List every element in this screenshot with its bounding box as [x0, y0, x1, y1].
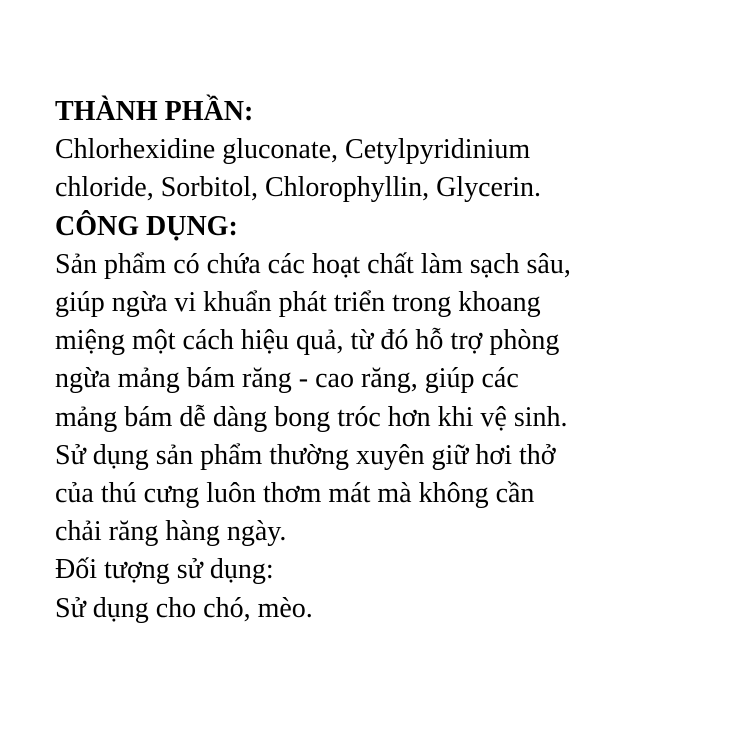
usage-line: miệng một cách hiệu quả, từ đó hỗ trợ phòng — [55, 325, 560, 357]
ingredients-heading: THÀNH PHẦN: — [55, 96, 254, 127]
usage-line: Sử dụng sản phẩm thường xuyên giữ hơi thở — [55, 439, 556, 471]
usage-line: của thú cưng luôn thơm mát mà không cần — [55, 478, 535, 510]
ingredients-line: Chlorhexidine gluconate, Cetylpyridinium — [55, 134, 531, 166]
usage-line: giúp ngừa vi khuẩn phát triển trong khoang — [55, 287, 541, 319]
usage-line: Sản phẩm có chứa các hoạt chất làm sạch sâu, — [55, 248, 571, 280]
usage-heading: CÔNG DỤNG: — [55, 210, 238, 242]
usage-line: ngừa mảng bám răng - cao răng, giúp các — [55, 363, 519, 395]
target-label: Đối tượng sử dụng: — [55, 554, 274, 586]
target-value: Sử dụng cho chó, mèo. — [55, 592, 313, 624]
usage-line: mảng bám dễ dàng bong tróc hơn khi vệ sinh. — [55, 401, 568, 433]
product-description — [55, 93, 725, 628]
ingredients-line: chloride, Sorbitol, Chlorophyllin, Glycerin. — [55, 172, 542, 204]
usage-line: chải răng hàng ngày. — [55, 516, 287, 548]
